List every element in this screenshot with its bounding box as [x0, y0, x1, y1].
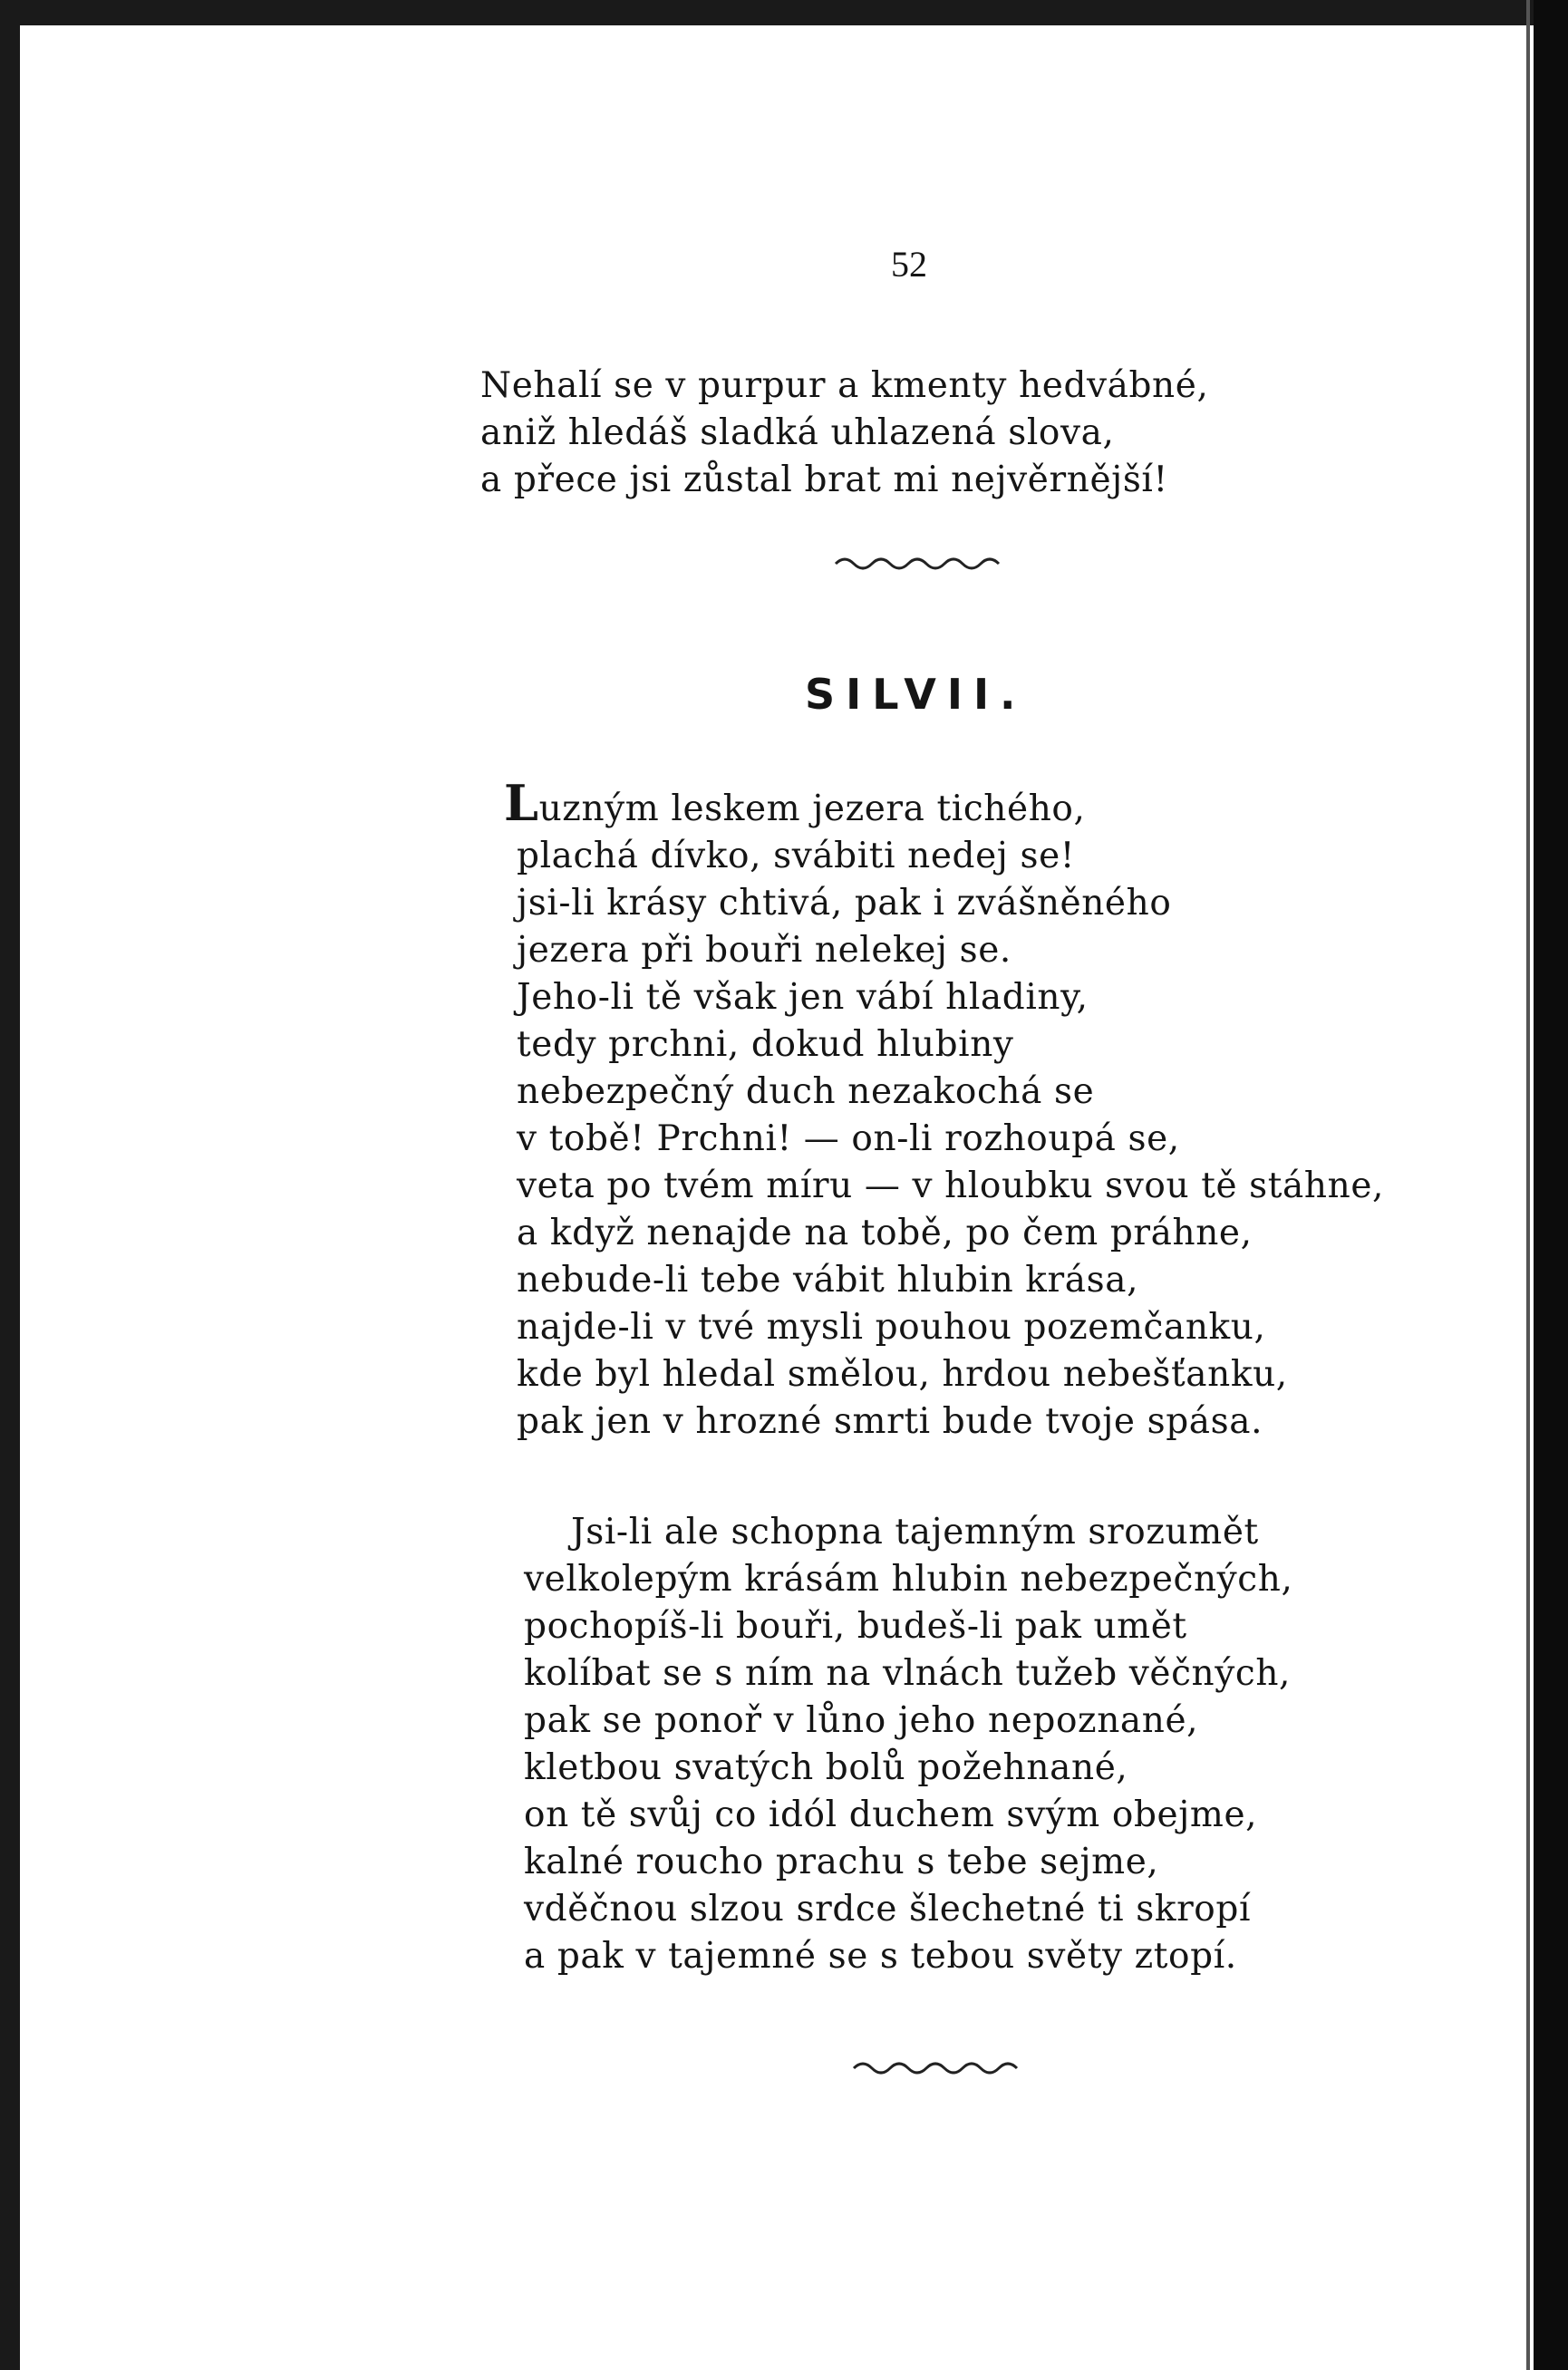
verse-line: Jeho-li tě však jen vábí hladiny, [517, 977, 1089, 1018]
verse-line: kletbou svatých bolů požehnané, [524, 1747, 1128, 1788]
previous-poem-stanza [480, 363, 1208, 504]
scan-frame-top [0, 0, 1568, 25]
scan-frame-right [1534, 0, 1568, 2370]
verse-line: Jsi-li ale schopna tajemným srozumět [571, 1512, 1259, 1553]
verse-line: pochopíš-li bouři, budeš-li pak umět [524, 1606, 1187, 1647]
verse-line: aniž hledáš sladká uhlazená slova, [480, 412, 1115, 453]
verse-line: a přece jsi zůstal brat mi nejvěrnější! [480, 459, 1168, 500]
verse-line: vděčnou slzou srdce šlechetné ti skropí [524, 1889, 1252, 1930]
drop-cap: L [504, 774, 539, 832]
verse-line: on tě svůj co idól duchem svým obejme, [524, 1794, 1258, 1835]
verse-line: jezera při bouři nelekej se. [517, 930, 1011, 971]
verse-line: velkolepým krásám hlubin nebezpečných, [524, 1559, 1293, 1600]
scan-frame-left [0, 0, 20, 2370]
verse-line: v tobě! Prchni! — on-li rozhoupá se, [517, 1118, 1180, 1159]
verse-line: kde byl hledal smělou, hrdou nebešťanku, [517, 1354, 1288, 1395]
verse-line: najde-li v tvé mysli pouhou pozemčanku, [517, 1307, 1266, 1348]
ornament-divider-end [852, 2057, 1028, 2075]
poem-title: SILVII. [805, 670, 1027, 719]
poem-stanza-2 [524, 1509, 1292, 1980]
ornament-divider [834, 553, 1006, 571]
verse-line: a když nenajde na tobě, po čem práhne, [517, 1213, 1253, 1253]
verse-line: veta po tvém míru — v hloubku svou tě stáhne, [517, 1166, 1385, 1206]
page-number: 52 [891, 244, 927, 285]
verse-line: kolíbat se s ním na vlnách tužeb věčných, [524, 1653, 1292, 1694]
scan-frame-right-inner [1526, 0, 1530, 2370]
verse-line: Nehalí se v purpur a kmenty hedvábné, [480, 365, 1209, 406]
verse-line: nebezpečný duch nezakochá se [517, 1071, 1095, 1112]
verse-line: nebude-li tebe vábit hlubin krása, [517, 1260, 1139, 1301]
verse-line: plachá dívko, svábiti nedej se! [517, 836, 1076, 876]
verse-line: pak se ponoř v lůno jeho nepoznané, [524, 1700, 1199, 1741]
verse-line: jsi-li krásy chtivá, pak i zvášněného [517, 883, 1172, 924]
verse-line-first [504, 774, 1384, 833]
verse-line: kalné roucho prachu s tebe sejme, [524, 1842, 1159, 1882]
verse-line: a pak v tajemné se s tebou světy ztopí. [524, 1936, 1237, 1977]
verse-line-rest: uzným leskem jezera tichého, [538, 788, 1086, 829]
verse-line: tedy prchni, dokud hlubiny [517, 1024, 1014, 1065]
verse-line: pak jen v hrozné smrti bude tvoje spása. [517, 1401, 1263, 1442]
poem-stanza-1 [504, 774, 1385, 1446]
